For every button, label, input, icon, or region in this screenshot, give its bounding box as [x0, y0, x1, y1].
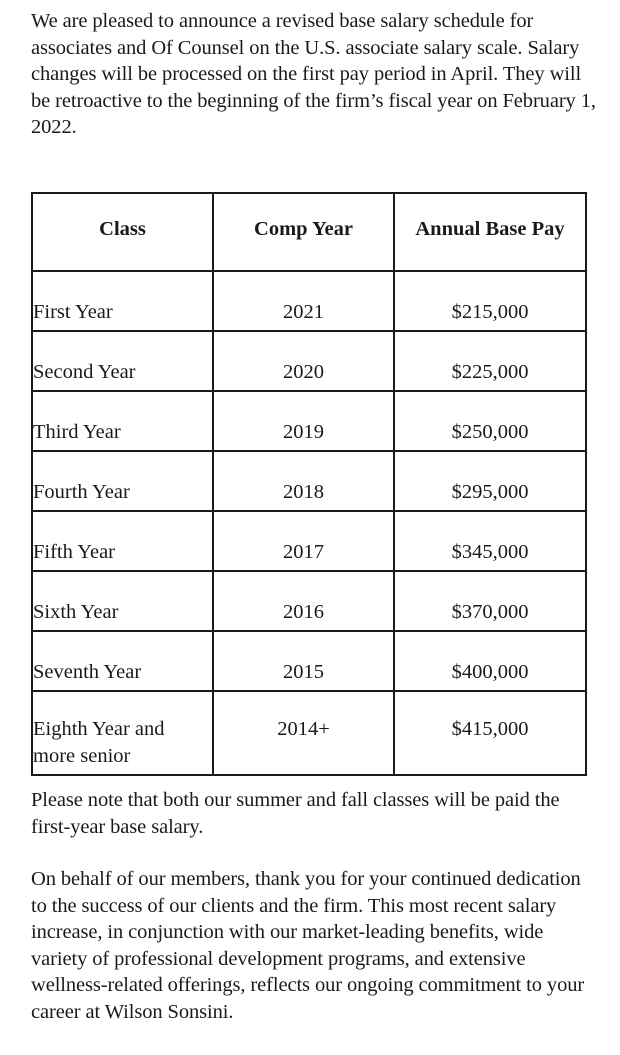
table-row: [32, 691, 586, 775]
header-class: Class: [32, 193, 213, 271]
cell-pay: $250,000: [394, 391, 586, 451]
cell-class: Fourth Year: [32, 451, 213, 511]
intro-paragraph: We are pleased to announce a revised base salary schedule for associates and Of Counsel on the U.S. associate salary scale. Salary changes will be processed on the first pay period in April. They will be retroactive to the beginning of the firm’s fiscal year on February 1, 2022.: [31, 10, 596, 138]
cell-class: Second Year: [32, 331, 213, 391]
header-annual-base-pay: Annual Base Pay: [394, 193, 586, 271]
cell-pay: $400,000: [394, 631, 586, 691]
salary-table: [31, 192, 587, 776]
cell-comp-year: 2015: [213, 631, 394, 691]
header-comp-year: Comp Year: [213, 193, 394, 271]
cell-comp-year: 2020: [213, 331, 394, 391]
cell-pay: $345,000: [394, 511, 586, 571]
table-row: [32, 451, 586, 511]
table-row: [32, 631, 586, 691]
cell-class: Third Year: [32, 391, 213, 451]
table-row: [32, 331, 586, 391]
cell-pay: $215,000: [394, 271, 586, 331]
table-row: [32, 391, 586, 451]
note-paragraph: Please note that both our summer and fall classes will be paid the first-year base salary.: [31, 789, 560, 838]
cell-pay: $370,000: [394, 571, 586, 631]
table-header-row: [32, 193, 586, 271]
cell-class: Seventh Year: [32, 631, 213, 691]
table-row: [32, 571, 586, 631]
cell-comp-year: 2016: [213, 571, 394, 631]
cell-comp-year: 2018: [213, 451, 394, 511]
cell-class: Fifth Year: [32, 511, 213, 571]
table-row: [32, 511, 586, 571]
table-row: [32, 271, 586, 331]
cell-comp-year: 2017: [213, 511, 394, 571]
cell-comp-year: 2019: [213, 391, 394, 451]
cell-pay: $225,000: [394, 331, 586, 391]
cell-class: Sixth Year: [32, 571, 213, 631]
cell-pay: $415,000: [394, 691, 586, 775]
cell-comp-year: 2021: [213, 271, 394, 331]
cell-pay: $295,000: [394, 451, 586, 511]
closing-paragraph: On behalf of our members, thank you for your continued dedication to the success of our clients and the firm. This most recent salary increase, in conjunction with our market-leading benefits, wide variety of professional development programs, and extensive wellness-related offerings, reflects our ongoing commitment to your career at Wilson Sonsini.: [31, 868, 585, 1023]
cell-class: First Year: [32, 271, 213, 331]
cell-comp-year: 2014+: [213, 691, 394, 775]
cell-class: Eighth Year and more senior: [32, 691, 213, 775]
